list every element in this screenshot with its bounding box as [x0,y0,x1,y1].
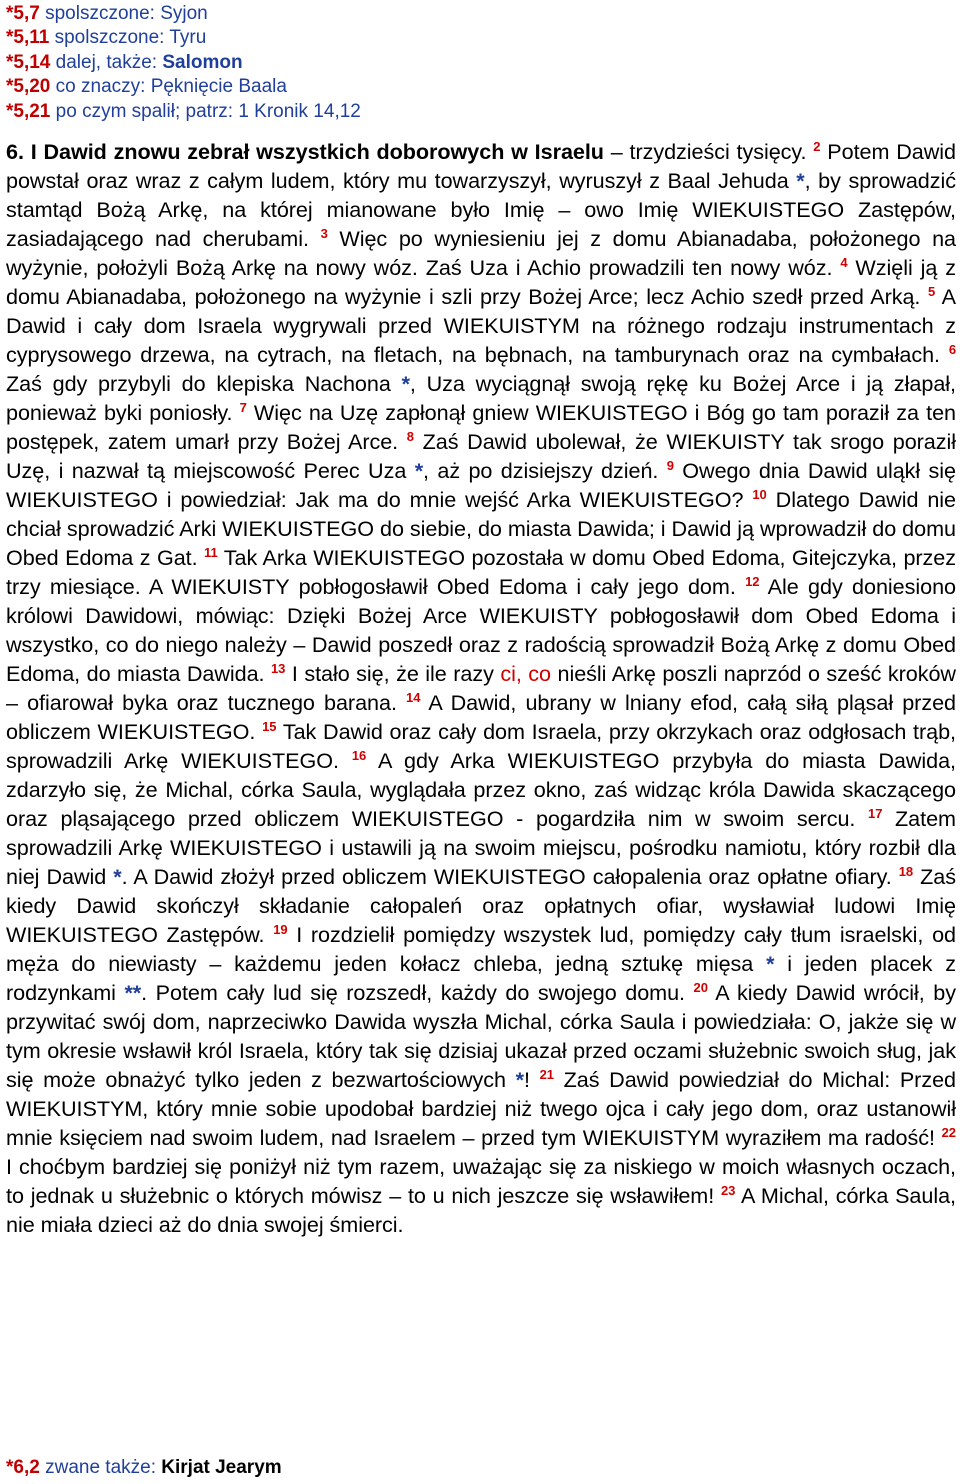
verse-number: 5 [928,283,936,299]
verse-number: 20 [693,979,708,995]
verse-text: Tak Arka WIEKUISTEGO pozostała w domu Obed Edoma, Gitejczyka, przez trzy miesiące. A WIEKUISTY pobłogosławił Obed Edoma i cały jego dom. [6,545,957,600]
verse-text: Owego dnia Dawid uląkł się WIEKUISTEGO i powiedział: Jak ma do mnie wejść Arka WIEKUISTEGO? [6,458,956,513]
verse-text: Wzięli ją z domu Abianadaba, położonego na wyżynie i szli przy Bożej Arce; lecz Achio szedł przed Arką. [6,255,956,310]
verse-number: 17 [868,805,883,821]
verse-text: , by sprowadzić stamtąd Bożą Arkę, na której mianowane było Imię – owo Imię WIEKUISTEGO Zastępów, zasiadającego nad cherubami. [6,168,956,252]
verse-text: Tak Dawid oraz cały dom Israela, przy okrzykach oraz odgłosach trąb, sprowadzili Arkę WIEKUISTEGO. [6,719,956,774]
footnote-marker: *5,7 [6,3,40,24]
verse-text: Potem Dawid powstał oraz wraz z całym ludem, który mu towarzyszył, wyruszył z Baal Jehuda [6,139,956,194]
footnote-text: zwane także: [39,1457,162,1478]
verse-text: – trzydzieści tysięcy. [603,139,814,165]
verse-number: 23 [720,1182,736,1198]
footnote-name: Kirjat Jearym [161,1457,282,1478]
verse-text: Dlatego Dawid nie chciał sprowadzić Arki WIEKUISTEGO do siebie, do miasta Dawida; i Dawid ją wprowadził do domu Obed Edoma z Gat. [6,487,956,571]
footnote-text: po czym spalił; patrz: [50,100,239,122]
footnote-line [6,26,956,50]
footnote-marker: *6,2 [6,1457,40,1478]
verse-number: 13 [271,660,286,676]
verse-number: 9 [666,457,674,473]
verse-number: 12 [745,573,760,589]
footnote-marker: *5,14 [6,51,51,73]
verse-number: 18 [898,863,914,879]
footnote-text: spolszczone: Syjon [39,3,208,24]
verse-number: 11 [204,544,218,560]
verse-text: , Uza wyciągnął swoją rękę ku Bożej Arce i ją złapał, ponieważ byki poniosły. [6,371,956,426]
verse-number: 3 [320,225,328,241]
footnote-text: spolszczone: Tyru [49,27,207,49]
verse-number: 2 [813,138,821,154]
footnote-text: Salomon [162,51,243,73]
footnote-text: dalej, także: [50,51,163,73]
verse-text: ! [524,1067,540,1093]
verse-number: 14 [406,689,421,705]
verse-text: Więc na Uzę zapłonął gniew WIEKUISTEGO i Bóg go tam poraził za ten postępek, zatem umarł przy Bożej Arce. [6,400,956,455]
footnote-text: 1 Kronik 14,12 [238,100,361,122]
chapter-number: 6. [6,139,24,165]
footnote-line [6,51,956,75]
verse-number: 8 [406,428,414,444]
verse-text: nieśli Arkę poszli naprzód o sześć kroków – ofiarował byka oraz tucznego barana. [6,661,956,716]
verse-text: , aż po dzisiejszy dzień. [423,458,667,484]
verse-number: 15 [262,718,277,734]
footnote-marker: *5,20 [6,76,51,98]
verses [6,139,956,1237]
footnote-reference[interactable]: * [515,1067,524,1093]
verse-text: I stało się, że ile razy [285,661,501,687]
verse-number: 16 [351,747,367,763]
verse-text: Zatem sprowadzili Arkę WIEKUISTEGO i ustawili ją na swoim miejscu, pośrodku namiotu, który rozbił dla niej Dawid [6,806,956,890]
footnotes-top [6,2,956,124]
verse-text: . A Dawid złożył przed obliczem WIEKUISTEGO całopalenia oraz opłatne ofiary. [121,864,899,890]
footnote-text: co znaczy: Pęknięcie Baala [50,76,287,98]
verse-number: 22 [941,1124,956,1140]
document-page [6,2,956,1239]
footnote-reference[interactable]: * [401,371,410,397]
footnote-reference[interactable]: ** [124,980,142,1006]
footnote-marker: *5,11 [6,27,50,49]
footnote-reference[interactable]: * [766,951,775,977]
footnote-reference[interactable]: * [796,168,805,194]
verse-text: ci, co [500,661,551,687]
verse-text: Ale gdy doniesiono królowi Dawidowi, mówiąc: Dzięki Bożej Arce WIEKUISTY pobłogosławił dom Obed Edoma i wszystko, co do niego należy – Dawid poszedł oraz z radością sprowadził Bożą Arkę z domu Obed Edoma, do miasta Dawida. [6,574,957,687]
footnote-reference[interactable]: * [113,864,122,890]
chapter-heading: I Dawid znowu zebrał wszystkich doborowych w Israelu [30,139,604,165]
verse-text: Zaś kiedy Dawid skończył składanie całopaleń oraz opłatnych ofiar, wysławiał ludowi Imię WIEKUISTEGO Zastępów. [6,864,957,948]
verse-text: Zaś gdy przybyli do klepiska Nachona [6,371,402,397]
verse-text: i jeden placek z rodzynkami [6,951,957,1006]
verse-number: 4 [840,254,848,270]
verse-text: . Potem cały lud się rozszedł, każdy do swojego domu. [141,980,694,1006]
verse-text: A gdy Arka WIEKUISTEGO przybyła do miasta Dawida, zdarzyło się, że Michal, córka Saula, wyglądała przez okno, zaś widząc króla Dawida skaczącego oraz pląsającego przed obliczem WIEKUISTEGO - pogardziła nim w swoim sercu. [6,748,956,832]
verse-number: 21 [539,1066,554,1082]
footnote-reference[interactable]: * [414,458,424,484]
verse-text: Zaś Dawid powiedział do Michal: Przed WIEKUISTYM, który mnie sobie upodobał bardziej niż twego ojca i cały jego dom, oraz ustanowił mnie księciem nad swoim ludem, nad Israelem – przed tym WIEKUISTYM wyraziłem ma radość! [6,1067,956,1151]
footnote-line [6,2,956,26]
verse-text: A Dawid, ubrany w lniany efod, całą siłą pląsał przed obliczem WIEKUISTEGO. [6,690,956,745]
chapter-6-text [6,137,956,1239]
verse-number: 6 [948,341,956,357]
verse-text: I choćbym bardziej się poniżył niż tym razem, uważając się za niskiego w moich własnych oczach, to jednak u służebnic o których mówisz – to u nich jeszcze się wsławiłem! [6,1154,956,1209]
verse-text: Zaś Dawid ubolewał, że WIEKUISTY tak srogo poraził Uzę, i nazwał tą miejscowość Perec Uza [6,429,956,484]
verse-text: A kiedy Dawid wrócił, by przywitać swój dom, naprzeciwko Dawida wyszła Michal, córka Saula i powiedziała: O, jakże się w tym okresie wsławił król Israela, który tak się dzisiaj ukazał przed oczami służebnic swoich sług, jak się może obnażyć tylko jeden z bezwartościowych [6,980,956,1093]
footnote-line [6,75,956,99]
verse-text: A Dawid i cały dom Israela wygrywali przed WIEKUISTYM na różnego rodzaju instrumentach z cyprysowego drzewa, na cytrach, na fletach, na bębnach, na tamburynach oraz na cymbałach. [6,284,956,368]
verse-number: 7 [239,399,247,415]
verse-number: 19 [273,921,288,937]
verse-text: Więc po wyniesieniu jej z domu Abianadaba, położonego na wyżynie, położyli Bożą Arkę na nowy wóz. Zaś Uza i Achio prowadzili ten nowy wóz. [6,226,956,281]
verse-text: A Michal, córka Saula, nie miała dzieci aż do dnia swojej śmierci. [6,1183,957,1238]
verse-number: 10 [752,486,767,502]
footnote-bottom [6,1456,282,1480]
footnote-marker: *5,21 [6,100,51,122]
verse-text: I rozdzielił pomiędzy wszystek lud, pomiędzy cały tłum israelski, od męża do niewiasty – każdemu jeden kołacz chleba, jedną sztukę mięsa [6,922,956,977]
footnote-line [6,100,956,124]
